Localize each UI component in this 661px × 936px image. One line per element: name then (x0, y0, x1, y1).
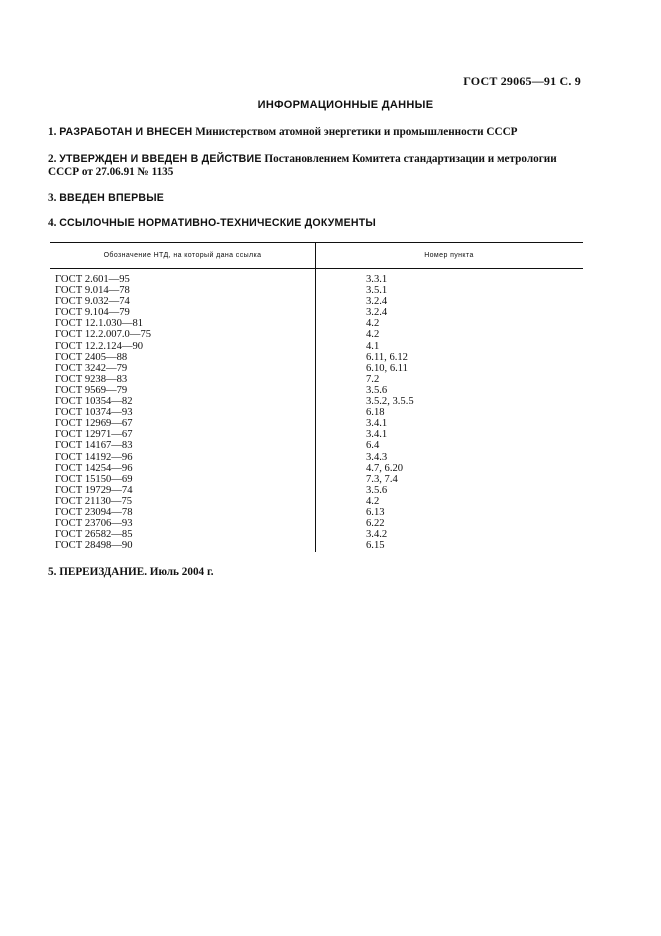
table-row (50, 429, 583, 440)
ntd-designation: ГОСТ 12.2.124—90 (55, 340, 144, 352)
clause-number: 7.3, 7.4 (366, 473, 398, 485)
table-row (50, 285, 583, 296)
ntd-designation: ГОСТ 9.032—74 (55, 296, 130, 308)
clause-number: 4.2 (366, 329, 380, 341)
table-row (50, 452, 583, 463)
clause-number: 3.4.1 (366, 418, 388, 430)
table-row (50, 363, 583, 374)
page-title: ИНФОРМАЦИОННЫЕ ДАННЫЕ (257, 99, 434, 111)
ntd-designation: ГОСТ 9.104—79 (55, 307, 130, 319)
item-3 (48, 192, 588, 205)
ntd-designation: ГОСТ 14192—96 (55, 451, 133, 463)
page-header-doc-ref: ГОСТ 29065—91 С. 9 (463, 74, 581, 88)
clause-number: 3.3.1 (366, 274, 388, 285)
item-number: 2. (48, 153, 57, 165)
clause-number: 4.2 (366, 495, 380, 507)
table-row (50, 529, 583, 540)
table-row (50, 296, 583, 307)
table-row (50, 540, 583, 551)
item-number: 4. (48, 217, 57, 229)
table-row (50, 485, 583, 496)
table-row (50, 374, 583, 385)
clause-number: 3.2.4 (366, 296, 388, 308)
ntd-designation: ГОСТ 14254—96 (55, 462, 133, 474)
ntd-designation: ГОСТ 12.2.007.0—75 (55, 329, 152, 341)
item-text: Постановлением Комитета стандартизации и метрологии СССР от 27.06.91 № 1135 (48, 153, 557, 178)
clause-number: 3.2.4 (366, 307, 388, 319)
clause-number: 6.15 (366, 540, 385, 552)
table-row (50, 396, 583, 407)
item-heading: ПЕРЕИЗДАНИЕ. Июль 2004 г. (59, 566, 214, 578)
ntd-designation: ГОСТ 28498—90 (55, 540, 133, 552)
item-number: 5. (48, 566, 57, 578)
ntd-designation: ГОСТ 9238—83 (55, 373, 128, 385)
header-clause-number: Номер пункта (424, 252, 474, 259)
ntd-designation: ГОСТ 12.1.030—81 (55, 318, 144, 330)
table-row (50, 407, 583, 418)
table-row (50, 418, 583, 429)
clause-number: 3.4.3 (366, 451, 388, 463)
clause-number: 3.4.1 (366, 429, 388, 441)
ntd-designation: ГОСТ 2405—88 (55, 351, 128, 363)
clause-number: 7.2 (366, 373, 380, 385)
item-heading: ССЫЛОЧНЫЕ НОРМАТИВНО-ТЕХНИЧЕСКИЕ ДОКУМЕНТЫ (59, 217, 376, 229)
table-row (50, 518, 583, 529)
item-4 (48, 217, 588, 230)
ntd-designation: ГОСТ 14167—83 (55, 440, 133, 452)
ntd-designation: ГОСТ 9569—79 (55, 384, 128, 396)
references-table (50, 242, 583, 551)
ntd-designation: ГОСТ 2.601—95 (55, 274, 130, 285)
ntd-designation: ГОСТ 12971—67 (55, 429, 133, 441)
clause-number: 6.22 (366, 518, 385, 530)
ntd-designation: ГОСТ 3242—79 (55, 362, 128, 374)
item-5 (48, 566, 588, 579)
ntd-designation: ГОСТ 9.014—78 (55, 285, 130, 297)
table-row (50, 507, 583, 518)
item-number: 1. (48, 126, 57, 138)
item-number: 3. (48, 192, 57, 204)
table-row (50, 341, 583, 352)
clause-number: 6.13 (366, 506, 385, 518)
item-heading: УТВЕРЖДЕН И ВВЕДЕН В ДЕЙСТВИЕ (59, 153, 262, 165)
clause-number: 6.10, 6.11 (366, 362, 408, 374)
clause-number: 6.18 (366, 407, 385, 419)
ntd-designation: ГОСТ 10374—93 (55, 407, 133, 419)
clause-number: 4.7, 6.20 (366, 462, 404, 474)
table-row (50, 274, 583, 285)
header-ntd-designation: Обозначение НТД, на который дана ссылка (103, 252, 262, 259)
item-text: Министерством атомной энергетики и промышленности СССР (192, 126, 518, 138)
ntd-designation: ГОСТ 19729—74 (55, 484, 133, 496)
clause-number: 3.5.2, 3.5.5 (366, 396, 414, 408)
clause-number: 6.11, 6.12 (366, 351, 408, 363)
clause-number: 3.5.6 (366, 484, 388, 496)
table-row (50, 318, 583, 329)
clause-number: 4.2 (366, 318, 380, 330)
ntd-designation: ГОСТ 12969—67 (55, 418, 133, 430)
clause-number: 3.5.1 (366, 285, 388, 297)
table-row (50, 463, 583, 474)
ntd-designation: ГОСТ 21130—75 (55, 495, 133, 507)
clause-number: 3.5.6 (366, 384, 388, 396)
table-row (50, 329, 583, 340)
table-row (50, 496, 583, 507)
ntd-designation: ГОСТ 15150—69 (55, 473, 133, 485)
clause-number: 3.4.2 (366, 529, 388, 541)
table-header (50, 243, 583, 269)
clause-number: 6.4 (366, 440, 380, 452)
clause-number: 4.1 (366, 340, 380, 352)
column-divider (315, 242, 316, 552)
table-row (50, 474, 583, 485)
table-row (50, 440, 583, 451)
item-heading: ВВЕДЕН ВПЕРВЫЕ (59, 192, 165, 204)
item-1 (48, 126, 588, 139)
table-row (50, 352, 583, 363)
ntd-designation: ГОСТ 26582—85 (55, 529, 133, 541)
ntd-designation: ГОСТ 23094—78 (55, 506, 133, 518)
ntd-designation: ГОСТ 10354—82 (55, 396, 133, 408)
item-heading: РАЗРАБОТАН И ВНЕСЕН (59, 126, 193, 138)
table-row (50, 307, 583, 318)
table-body (50, 269, 583, 551)
ntd-designation: ГОСТ 23706—93 (55, 518, 133, 530)
item-2 (48, 153, 588, 179)
table-row (50, 385, 583, 396)
